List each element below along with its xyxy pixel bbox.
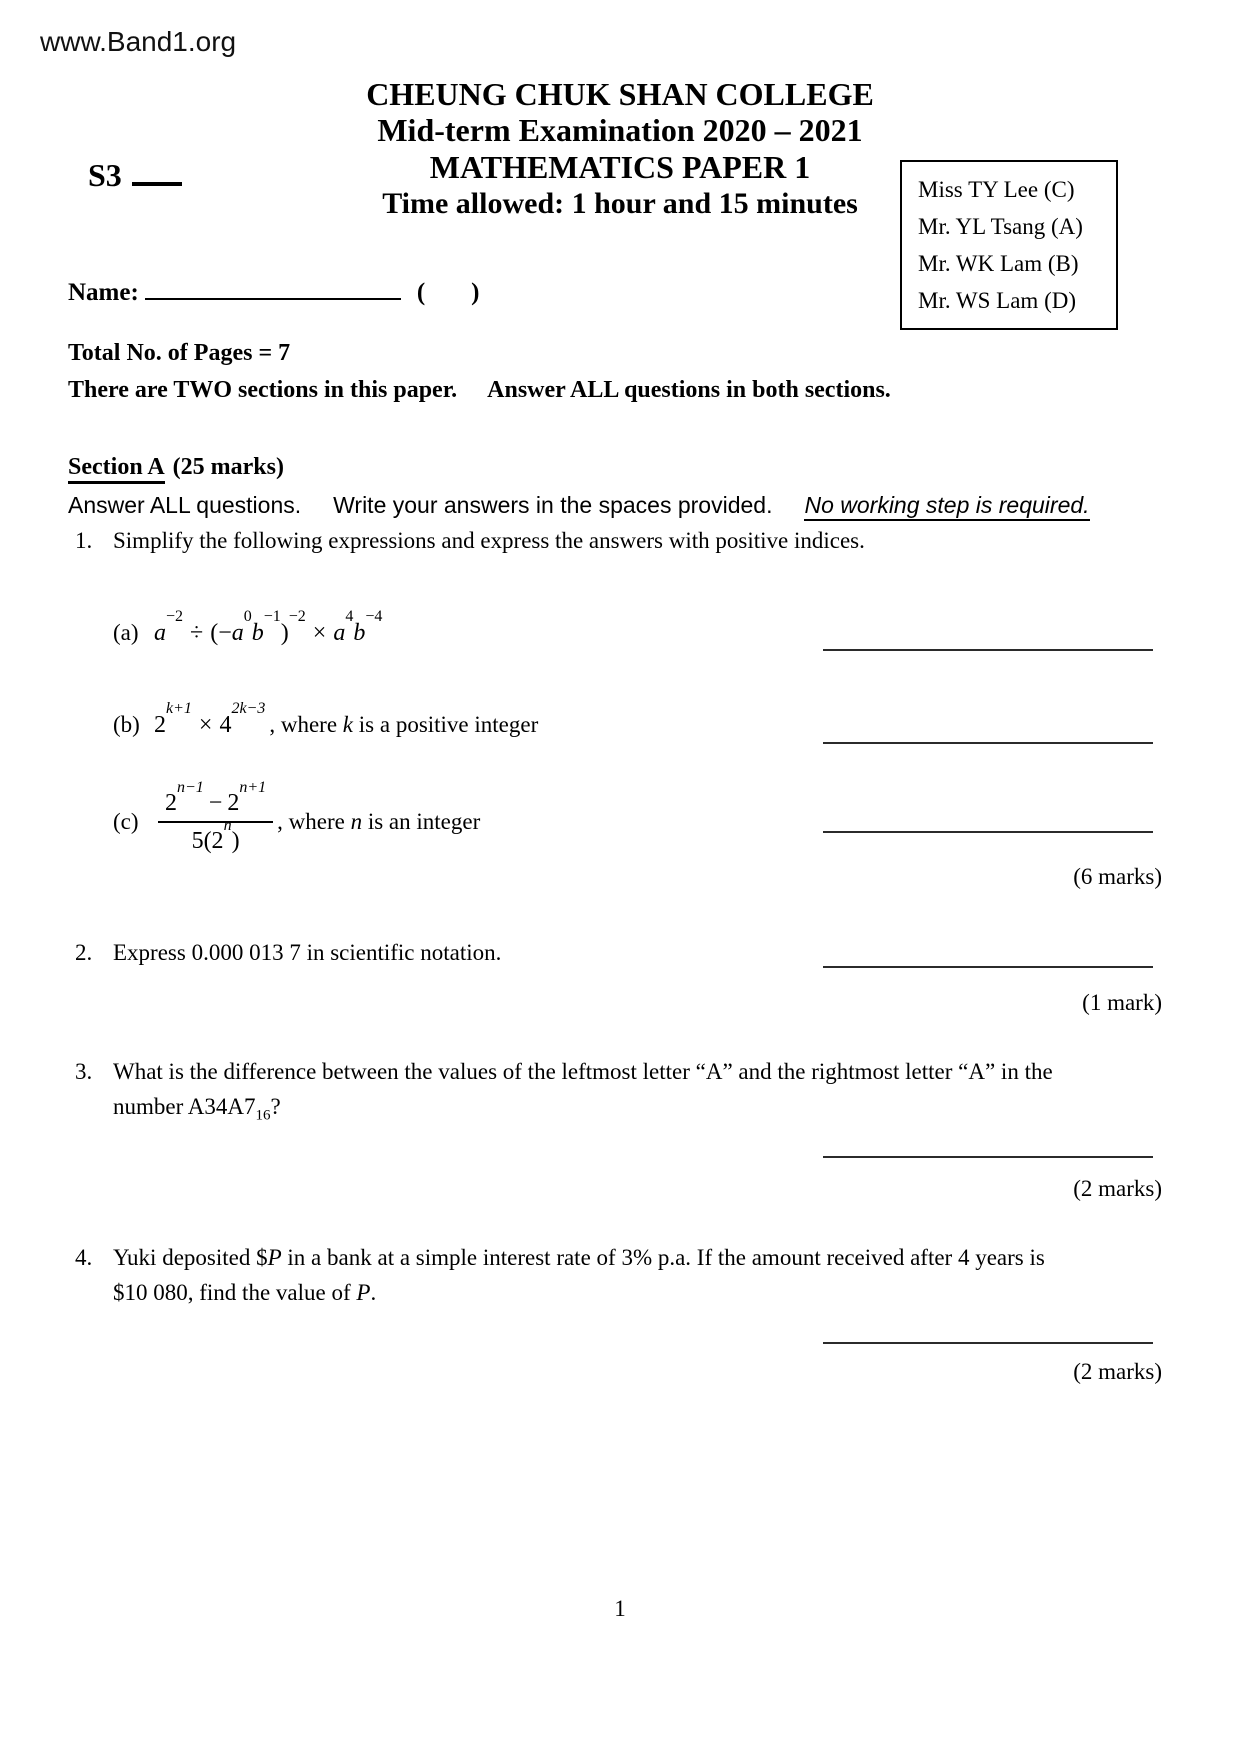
section-a-heading [68, 454, 284, 481]
answer-line-1b [823, 742, 1153, 744]
times-operator: × [312, 620, 327, 646]
variable: k [342, 712, 354, 737]
site-watermark: www.Band1.org [40, 26, 237, 57]
answer-line-3 [823, 1156, 1153, 1158]
base: 2 [227, 790, 240, 816]
text: is an integer [362, 808, 481, 834]
question-1-number: 1. [75, 528, 93, 553]
question-3-line2 [113, 1094, 281, 1124]
class-label: S3 [88, 157, 122, 193]
question-3-line1: What is the difference between the values of the leftmost letter “A” and the rightmost letter “A” in the [113, 1059, 1053, 1084]
question-1a [113, 608, 383, 647]
question-2 [75, 940, 501, 966]
exponent: k+1 [166, 700, 192, 717]
exponent: n−1 [177, 779, 204, 796]
class-field [88, 148, 182, 194]
exponent: −4 [365, 608, 383, 625]
base: 2 [165, 790, 177, 816]
text: is a positive integer [353, 712, 539, 737]
base: 4 [219, 712, 232, 738]
part-c-label: (c) [113, 808, 139, 834]
base-16-subscript: 16 [255, 1107, 271, 1124]
paper-title: MATHEMATICS PAPER 1 [429, 149, 811, 185]
question-2-number: 2. [75, 940, 93, 965]
exponent: 4 [345, 608, 354, 625]
section-a-instructions [68, 492, 1090, 519]
answer-line-4 [823, 1342, 1153, 1344]
instruction-2: Write your answers in the spaces provided. [333, 492, 773, 518]
text: $10 080, find the value of [113, 1280, 357, 1305]
fraction-denominator [158, 817, 273, 855]
variable: n [350, 808, 363, 834]
exponent: −2 [166, 608, 184, 625]
variable: a [154, 620, 166, 646]
question-4-number: 4. [75, 1245, 93, 1270]
exam-title: Mid-term Examination 2020 – 2021 [377, 112, 863, 148]
class-number-paren-close: ) [471, 279, 480, 306]
instruction-1: Answer ALL questions. [68, 492, 302, 518]
variable: b [353, 620, 366, 646]
exponent: n [223, 817, 232, 834]
teacher-name: Miss TY Lee (C) [918, 177, 1075, 202]
divide-operator: ÷ [190, 620, 204, 646]
base: 2 [154, 712, 166, 738]
base: 5(2 [191, 828, 224, 854]
question-1c [113, 779, 481, 855]
class-number-paren-open: ( [416, 279, 426, 306]
name-label: Name: [68, 279, 139, 306]
teacher-list-box [900, 160, 1118, 330]
text: . [370, 1280, 377, 1305]
variable: b [251, 620, 264, 646]
exponent: −2 [288, 608, 306, 625]
variable: a [333, 620, 346, 646]
college-title: CHEUNG CHUK SHAN COLLEGE [366, 76, 874, 112]
fraction-1c [158, 779, 273, 855]
section-a-title: Section A [68, 454, 165, 484]
variable: P [267, 1245, 282, 1270]
text: , where [269, 712, 343, 737]
time-allowed: Time allowed: 1 hour and 15 minutes [382, 187, 858, 220]
text: , where [277, 808, 351, 834]
question-1-marks: (6 marks) [1073, 864, 1162, 889]
exponent: 2k−3 [231, 700, 266, 717]
sections-note-part2: Answer ALL questions in both sections. [487, 377, 891, 403]
variable: a [231, 620, 244, 646]
minus-operator: − [208, 790, 223, 816]
expression-1b [154, 700, 539, 739]
question-2-marks: (1 mark) [1082, 990, 1162, 1015]
text: ? [270, 1094, 281, 1119]
question-4-line1 [113, 1245, 1045, 1270]
part-b-label: (b) [113, 712, 140, 737]
sections-note [68, 377, 891, 404]
question-2-text: Express 0.000 013 7 in scientific notation. [113, 940, 502, 965]
times-operator: × [198, 712, 213, 738]
part-a-label: (a) [113, 620, 139, 645]
question-3-marks: (2 marks) [1073, 1176, 1162, 1201]
teacher-name: Mr. WS Lam (D) [918, 288, 1077, 313]
instruction-3: No working step is required. [804, 492, 1089, 521]
paren: ) [231, 828, 240, 854]
variable: P [356, 1280, 371, 1305]
condition-text [269, 712, 538, 737]
question-4-marks: (2 marks) [1073, 1359, 1162, 1384]
question-3-number: 3. [75, 1059, 93, 1084]
answer-line-1a [823, 649, 1153, 651]
question-1-text: Simplify the following expressions and express the answers with positive indices. [113, 528, 865, 553]
exponent: n+1 [239, 779, 267, 796]
paren: (− [210, 620, 232, 646]
paren: ) [280, 620, 289, 646]
fraction-numerator [158, 779, 273, 823]
sections-note-part1: There are TWO sections in this paper. [68, 377, 458, 403]
text: Yuki deposited $ [113, 1245, 268, 1270]
name-blank-line [145, 271, 401, 300]
question-4 [75, 1240, 1045, 1310]
expression-1a [154, 608, 383, 647]
question-3 [75, 1054, 1053, 1134]
answer-line-1c [823, 831, 1153, 833]
question-4-line2 [113, 1280, 376, 1305]
exponent: −1 [263, 608, 281, 625]
condition-text [277, 809, 480, 835]
page-number: 1 [614, 1596, 626, 1621]
class-blank-line [132, 148, 182, 186]
text: number A34A7 [113, 1094, 256, 1119]
section-a-marks: (25 marks) [172, 454, 284, 480]
answer-line-2 [823, 966, 1153, 968]
total-pages-note: Total No. of Pages = 7 [68, 340, 291, 366]
question-3-text [113, 1054, 1053, 1134]
teacher-name: Mr. YL Tsang (A) [918, 214, 1083, 239]
teacher-name: Mr. WK Lam (B) [918, 251, 1079, 276]
question-1b [113, 700, 539, 739]
name-field [68, 271, 479, 307]
text: in a bank at a simple interest rate of 3% p.a. If the amount received after 4 years is [281, 1245, 1045, 1270]
exponent: 0 [243, 608, 252, 625]
question-4-text [113, 1240, 1045, 1310]
question-1 [75, 528, 865, 554]
